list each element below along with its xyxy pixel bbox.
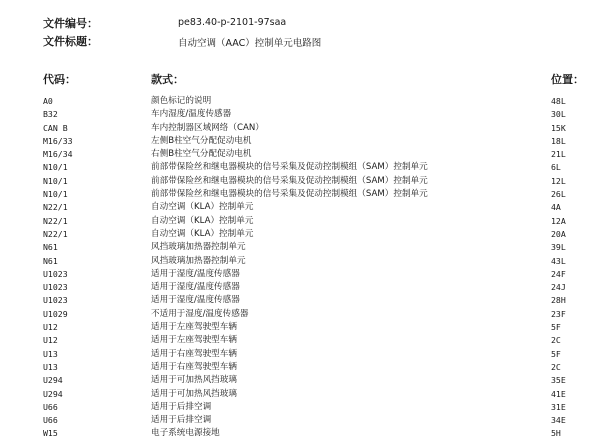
row-code: U1023: [43, 282, 68, 293]
row-description: 前部带保险丝和继电器模块的信号采集及促动控制模组（SAM）控制单元: [151, 162, 428, 173]
row-code: U12: [43, 322, 58, 333]
table-row: [0, 427, 602, 440]
row-description: 前部带保险丝和继电器模块的信号采集及促动控制模组（SAM）控制单元: [151, 189, 428, 200]
table-row: [0, 334, 602, 347]
table-row: [0, 201, 602, 214]
row-position: 15K: [551, 122, 566, 133]
row-description: 不适用于湿度/温度传感器: [151, 308, 249, 319]
row-code: U13: [43, 348, 58, 359]
table-row: [0, 281, 602, 294]
row-position: 24J: [551, 282, 566, 293]
row-code: A0: [43, 96, 53, 106]
row-description: 适用于湿度/温度传感器: [151, 268, 240, 279]
row-description: 车内控制器区域网络（CAN）: [151, 122, 264, 133]
row-code: N22/1: [43, 202, 68, 213]
table-row: [0, 401, 602, 414]
row-description: 电子系统电源接地: [151, 428, 220, 439]
doc-title-label: 文件标题：: [43, 35, 98, 48]
row-position: 20A: [551, 228, 566, 239]
table-row: [0, 188, 602, 201]
row-code: CAN B: [43, 122, 68, 133]
row-position: 12L: [551, 175, 566, 186]
table-row: [0, 175, 602, 188]
row-code: B32: [43, 109, 58, 120]
table-row: [0, 268, 602, 281]
row-description: 适用于后排空调: [151, 415, 212, 426]
table-row: [0, 215, 602, 228]
row-position: 5H: [551, 428, 561, 439]
table-row: [0, 255, 602, 268]
table-row: [0, 228, 602, 241]
column-header-code: 代码：: [43, 73, 76, 86]
column-header-position: 位置：: [551, 73, 584, 86]
row-description: 适用于湿度/温度传感器: [151, 295, 240, 306]
row-position: 28H: [551, 295, 566, 306]
row-code: N10/1: [43, 162, 68, 173]
row-description: 适用于右座驾驶型车辆: [151, 348, 237, 359]
table-row: [0, 294, 602, 307]
row-description: 适用于左座驾驶型车辆: [151, 322, 237, 333]
row-position: 39L: [551, 242, 566, 253]
column-header-desc: 款式：: [151, 73, 184, 86]
row-description: 前部带保险丝和继电器模块的信号采集及促动控制模组（SAM）控制单元: [151, 175, 428, 186]
row-description: 颜色标记的说明: [151, 96, 212, 106]
table-row: [0, 348, 602, 361]
row-position: 41E: [551, 388, 566, 399]
row-code: M16/33: [43, 135, 73, 146]
row-position: 26L: [551, 189, 566, 200]
table-row: [0, 374, 602, 387]
row-code: N61: [43, 242, 58, 253]
row-code: M16/34: [43, 149, 73, 160]
row-code: N10/1: [43, 189, 68, 200]
row-code: N10/1: [43, 175, 68, 186]
row-code: W15: [43, 428, 58, 439]
row-code: U1023: [43, 295, 68, 306]
row-description: 车内湿度/温度传感器: [151, 109, 232, 120]
doc-title-value: 自动空调（AAC）控制单元电路图: [178, 38, 322, 49]
table-row: [0, 108, 602, 121]
legend-table: [0, 95, 602, 441]
row-description: 自动空调（KLA）控制单元: [151, 228, 254, 239]
row-description: 自动空调（KLA）控制单元: [151, 202, 254, 213]
table-row: [0, 321, 602, 334]
row-position: 2C: [551, 361, 561, 372]
row-description: 风挡玻璃加热器控制单元: [151, 255, 246, 266]
table-row: [0, 388, 602, 401]
table-row: [0, 414, 602, 427]
row-code: N22/1: [43, 215, 68, 226]
table-row: [0, 122, 602, 135]
row-code: U12: [43, 335, 58, 346]
row-position: 6L: [551, 162, 561, 173]
row-description: 适用于左座驾驶型车辆: [151, 335, 237, 346]
row-position: 48L: [551, 96, 566, 106]
row-position: 2C: [551, 335, 561, 346]
row-description: 自动空调（KLA）控制单元: [151, 215, 254, 226]
row-description: 适用于湿度/温度传感器: [151, 282, 240, 293]
row-code: N22/1: [43, 228, 68, 239]
table-row: [0, 308, 602, 321]
row-code: N61: [43, 255, 58, 266]
row-description: 适用于后排空调: [151, 401, 212, 412]
row-position: 31E: [551, 401, 566, 412]
row-position: 5F: [551, 348, 561, 359]
row-code: U294: [43, 375, 63, 386]
row-description: 左侧B柱空气分配促动电机: [151, 135, 252, 146]
row-code: U66: [43, 401, 58, 412]
row-code: U66: [43, 415, 58, 426]
table-row: [0, 148, 602, 161]
row-code: U13: [43, 361, 58, 372]
table-row: [0, 361, 602, 374]
row-position: 4A: [551, 202, 561, 213]
table-row: [0, 161, 602, 174]
row-description: 风挡玻璃加热器控制单元: [151, 242, 246, 253]
row-position: 12A: [551, 215, 566, 226]
row-position: 21L: [551, 149, 566, 160]
row-position: 35E: [551, 375, 566, 386]
table-row: [0, 95, 602, 108]
row-position: 43L: [551, 255, 566, 266]
doc-number-label: 文件编号：: [43, 17, 98, 30]
row-position: 30L: [551, 109, 566, 120]
row-description: 适用于可加热风挡玻璃: [151, 375, 237, 386]
table-row: [0, 135, 602, 148]
row-description: 右侧B柱空气分配促动电机: [151, 149, 252, 160]
row-description: 适用于可加热风挡玻璃: [151, 388, 237, 399]
row-position: 24F: [551, 268, 566, 279]
row-code: U1023: [43, 268, 68, 279]
row-description: 适用于右座驾驶型车辆: [151, 361, 237, 372]
row-code: U1029: [43, 308, 68, 319]
row-position: 23F: [551, 308, 566, 319]
doc-number-value: pe83.40-p-2101-97saa: [178, 17, 287, 28]
row-position: 5F: [551, 322, 561, 333]
row-position: 18L: [551, 135, 566, 146]
row-position: 34E: [551, 415, 566, 426]
table-row: [0, 241, 602, 254]
row-code: U294: [43, 388, 63, 399]
